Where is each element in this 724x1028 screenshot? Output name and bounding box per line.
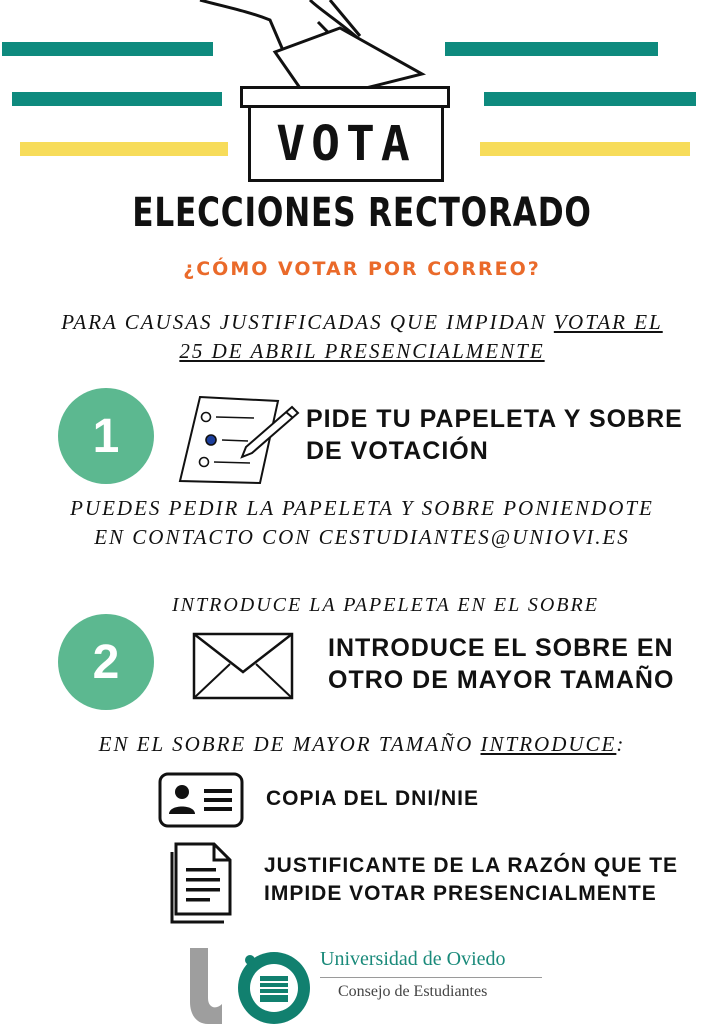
- step-1-heading: [306, 403, 683, 467]
- stripe-left-2: [12, 92, 222, 106]
- include-suffix: :: [616, 732, 626, 756]
- item-dni: [266, 785, 479, 813]
- stripe-right-2: [484, 92, 696, 106]
- step-2-number: 2: [58, 614, 154, 710]
- ballot-box-label: VOTA: [276, 115, 416, 172]
- envelope-icon: [192, 632, 294, 700]
- include-instruction: [0, 730, 724, 759]
- hand-ballot-icon: [190, 0, 430, 90]
- step-1-note-line-1: PUEDES PEDIR LA PAPELETA Y SOBRE PONIENDOTE: [70, 496, 654, 520]
- item-justificante: [264, 852, 678, 908]
- item-justificante-line-2: IMPIDE VOTAR PRESENCIALMENTE: [264, 882, 657, 905]
- item-justificante-line-1: JUSTIFICANTE DE LA RAZÓN QUE TE: [264, 854, 679, 877]
- step-2-pre-note: INTRODUCE LA PAPELETA EN EL SOBRE: [172, 594, 599, 616]
- step-1-note: [0, 494, 724, 552]
- step-1-number: 1: [58, 388, 154, 484]
- ballot-form-icon: [178, 395, 300, 487]
- step-2-heading-line-2: OTRO DE MAYOR TAMAÑO: [328, 666, 675, 694]
- ballot-box-lid: [240, 86, 450, 108]
- university-logo: [186, 948, 236, 1024]
- page-subtitle: ¿CÓMO VOTAR POR CORREO?: [183, 258, 541, 280]
- include-underlined: INTRODUCE: [480, 732, 617, 756]
- ballot-box: [248, 108, 444, 182]
- step-2-heading: [328, 632, 674, 696]
- include-prefix: EN EL SOBRE DE MAYOR TAMAÑO: [98, 732, 481, 756]
- university-name: Universidad de Oviedo: [320, 948, 506, 970]
- intro-underlined-1: VOTAR EL: [553, 310, 663, 334]
- stripe-right-1: [445, 42, 658, 56]
- step-2-heading-line-1: INTRODUCE EL SOBRE EN: [328, 634, 674, 662]
- step-1-note-line-2: EN CONTACTO CON CESTUDIANTES@UNIOVI.ES: [94, 525, 630, 549]
- stripe-left-3: [20, 142, 228, 156]
- intro-text: [0, 308, 724, 366]
- intro-underlined-2: 25 DE ABRIL PRESENCIALMENTE: [179, 339, 545, 363]
- page-title: ELECCIONES RECTORADO: [132, 190, 592, 236]
- id-card-icon: [158, 772, 244, 828]
- university-logo-mark: [186, 948, 316, 1024]
- item-dni-label: COPIA DEL DNI/NIE: [266, 787, 480, 810]
- document-icon: [168, 842, 236, 924]
- footer-divider: [320, 977, 542, 978]
- step-1-heading-line-1: PIDE TU PAPELETA Y SOBRE: [306, 405, 683, 433]
- council-name: Consejo de Estudiantes: [338, 983, 488, 1000]
- step-1-heading-line-2: DE VOTACIÓN: [306, 437, 489, 465]
- stripe-left-1: [2, 42, 213, 56]
- stripe-right-3: [480, 142, 690, 156]
- intro-prefix: PARA CAUSAS JUSTIFICADAS QUE IMPIDAN: [61, 310, 554, 334]
